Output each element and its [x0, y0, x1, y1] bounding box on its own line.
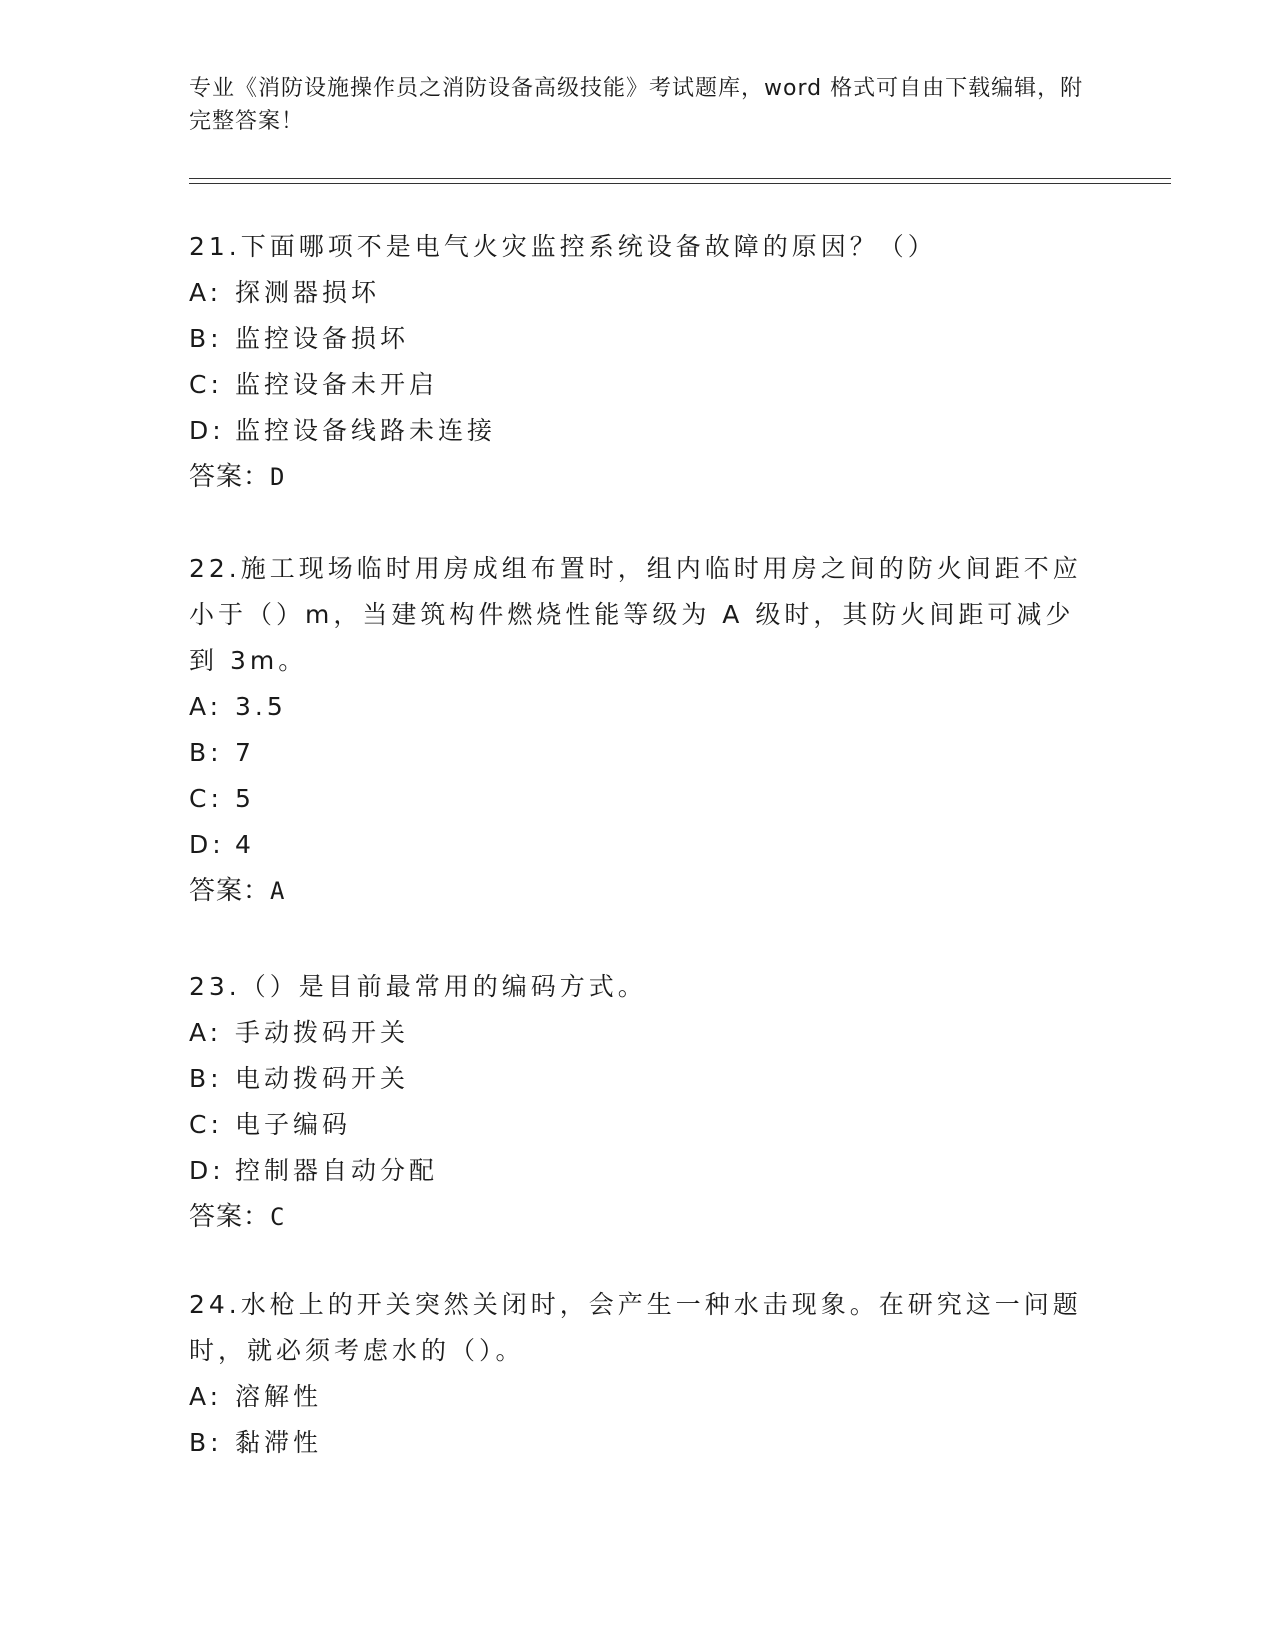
answer	[189, 1194, 1089, 1240]
option-d	[189, 1148, 1089, 1194]
option-c	[189, 776, 1089, 822]
question-stem: 24.水枪上的开关突然关闭时，会产生一种水击现象。在研究这一问题时，就必须考虑水的（）。	[189, 1290, 1082, 1365]
answer	[189, 454, 1089, 500]
question-24	[189, 1282, 1089, 1466]
header-text: 专业《消防设施操作员之消防设备高级技能》考试题库，word 格式可自由下载编辑，附完整答案！	[189, 76, 1084, 134]
answer	[189, 868, 1089, 914]
option-text: 黏滞性	[235, 1428, 323, 1457]
option-label: D:	[189, 416, 225, 445]
option-label: A:	[189, 278, 223, 307]
option-label: A:	[189, 692, 223, 721]
option-label: C:	[189, 1110, 223, 1139]
option-c	[189, 362, 1089, 408]
option-label: C:	[189, 370, 223, 399]
answer-label: 答案：	[189, 1202, 271, 1232]
question-22	[189, 546, 1089, 914]
document-header	[189, 72, 1089, 138]
option-label: A:	[189, 1382, 223, 1411]
answer-value: A	[270, 877, 286, 905]
option-a	[189, 270, 1089, 316]
option-label: C:	[189, 784, 223, 813]
option-label: D:	[189, 1156, 225, 1185]
option-text: 手动拨码开关	[235, 1018, 410, 1047]
option-text: 控制器自动分配	[235, 1156, 439, 1185]
option-c	[189, 1102, 1089, 1148]
answer-label: 答案：	[189, 462, 271, 492]
option-d	[189, 408, 1089, 454]
option-text: 4	[235, 830, 255, 859]
answer-value: C	[270, 1203, 286, 1231]
option-label: B:	[189, 1428, 223, 1457]
option-b	[189, 1420, 1089, 1466]
option-text: 电动拨码开关	[235, 1064, 410, 1093]
question-stem: 22.施工现场临时用房成组布置时，组内临时用房之间的防火间距不应小于（）m，当建筑构件燃烧性能等级为 A 级时，其防火间距可减少到 3m。	[189, 554, 1082, 675]
option-text: 监控设备损坏	[235, 324, 410, 353]
option-b	[189, 316, 1089, 362]
question-stem: 21.下面哪项不是电气火灾监控系统设备故障的原因？（）	[189, 232, 937, 261]
option-text: 监控设备线路未连接	[235, 416, 497, 445]
option-text: 电子编码	[235, 1110, 352, 1139]
option-label: D:	[189, 830, 225, 859]
answer-label: 答案：	[189, 876, 271, 906]
option-b	[189, 1056, 1089, 1102]
option-text: 7	[235, 738, 255, 767]
option-text: 监控设备未开启	[235, 370, 439, 399]
option-a	[189, 684, 1089, 730]
header-divider-bottom	[189, 183, 1171, 184]
question-23	[189, 964, 1089, 1240]
option-b	[189, 730, 1089, 776]
option-label: B:	[189, 324, 223, 353]
option-label: A:	[189, 1018, 223, 1047]
answer-value: D	[270, 463, 286, 491]
option-text: 探测器损坏	[235, 278, 381, 307]
question-stem: 23.（）是目前最常用的编码方式。	[189, 972, 647, 1001]
question-21	[189, 224, 1089, 500]
option-text: 5	[235, 784, 255, 813]
header-divider-top	[189, 178, 1171, 179]
option-a	[189, 1374, 1089, 1420]
option-text: 3.5	[235, 692, 287, 721]
option-d	[189, 822, 1089, 868]
option-label: B:	[189, 1064, 223, 1093]
option-text: 溶解性	[235, 1382, 323, 1411]
option-label: B:	[189, 738, 223, 767]
option-a	[189, 1010, 1089, 1056]
